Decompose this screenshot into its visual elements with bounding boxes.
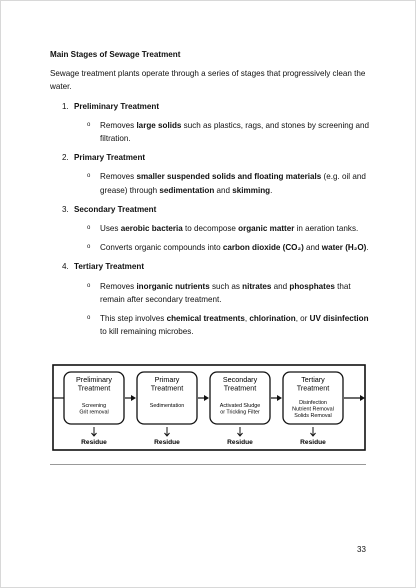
stage-item — [50, 203, 370, 255]
horizontal-rule — [50, 464, 366, 465]
stage-number: 1. — [62, 101, 69, 111]
box-description: Screening — [81, 403, 107, 409]
stage-heading — [62, 203, 370, 216]
stage-title: Primary Treatment — [74, 153, 146, 163]
text-run: Uses — [100, 224, 121, 234]
text-run: in aeration tanks. — [294, 224, 359, 234]
box-title: Tertiary — [301, 375, 325, 384]
box-description: Nutrient Removal — [292, 406, 334, 413]
text-run: such as — [209, 281, 243, 291]
box-title: Preliminary — [76, 375, 112, 384]
sewage-process-diagram — [52, 364, 366, 451]
bold-term: organic matter — [238, 224, 295, 234]
stage-item — [50, 100, 370, 146]
residue-label: Residue — [154, 439, 180, 446]
stage-item — [50, 260, 370, 338]
bold-term: large solids — [136, 120, 182, 130]
bold-term: aerobic bacteria — [120, 224, 183, 234]
box-title: Treatment — [77, 383, 111, 393]
bullet-marker: o — [87, 121, 91, 128]
bold-term: phosphates — [289, 281, 335, 291]
page-number: 33 — [357, 545, 366, 554]
bold-term: inorganic nutrients — [136, 281, 210, 291]
text-run: to kill remaining microbes. — [100, 327, 194, 337]
section-heading: Main Stages of Sewage Treatment — [50, 50, 181, 59]
bold-term: skimming — [232, 185, 271, 195]
stage-title: Tertiary Treatment — [74, 262, 145, 272]
bullet-item — [87, 312, 370, 338]
text-run: and — [271, 281, 290, 291]
stage-item — [50, 151, 370, 197]
box-title: Secondary — [222, 375, 258, 384]
text-run: that remain after secondary treatment. — [100, 281, 351, 304]
text-run: Removes — [100, 172, 137, 182]
box-title: Treatment — [150, 383, 184, 393]
text-run: and — [214, 185, 233, 195]
text-run: Converts organic compounds into — [100, 243, 223, 253]
bullet-marker: o — [87, 315, 91, 322]
bold-term: sedimentation — [159, 185, 215, 195]
bullet-item — [87, 222, 370, 235]
text-run: . — [366, 243, 369, 253]
stage-title: Preliminary Treatment — [74, 101, 160, 111]
bullet-item — [87, 241, 370, 254]
stage-heading — [62, 260, 370, 273]
box-description: Grit removal — [79, 409, 109, 416]
bullet-marker: o — [87, 282, 91, 289]
stage-number: 3. — [62, 204, 69, 214]
text-run: and — [303, 243, 322, 253]
box-title: Treatment — [223, 383, 257, 393]
bullet-marker: o — [87, 244, 91, 251]
document-body — [50, 48, 370, 344]
bold-term: water (H₂O) — [321, 243, 367, 253]
box-title: Treatment — [296, 383, 330, 393]
text-run: to decompose — [182, 224, 239, 234]
text-run: Removes — [100, 120, 137, 130]
bullet-item — [87, 280, 370, 306]
bold-term: chlorination — [249, 314, 296, 324]
bold-term: chemical treatments — [166, 314, 245, 324]
text-run: , or — [295, 314, 310, 324]
stage-number: 2. — [62, 153, 69, 163]
stage-heading — [62, 151, 370, 164]
bold-term: nitrates — [242, 281, 272, 291]
stage-heading — [62, 100, 370, 113]
stage-number: 4. — [62, 262, 69, 272]
box-description: or Trickling Filter — [220, 409, 260, 416]
residue-label: Residue — [81, 439, 107, 446]
box-description: Solids Removal — [294, 413, 332, 419]
box-description: Disinfection — [299, 400, 327, 406]
bold-term: carbon dioxide (CO₂) — [222, 243, 304, 253]
intro-paragraph: Sewage treatment plants operate through a series of stages that progressively clean the water. — [50, 69, 366, 92]
bullet-marker: o — [87, 225, 91, 232]
bold-term: UV disinfection — [309, 314, 369, 324]
text-run: This step involves — [100, 314, 167, 324]
text-run: Removes — [100, 281, 137, 291]
residue-label: Residue — [227, 439, 253, 446]
box-description: Sedimentation — [149, 403, 185, 409]
stages-list — [50, 100, 370, 339]
text-run: , — [244, 314, 250, 324]
bullet-marker: o — [87, 173, 91, 180]
bullet-item — [87, 170, 370, 196]
box-title: Primary — [154, 375, 180, 384]
stage-title: Secondary Treatment — [74, 204, 157, 214]
text-run: . — [270, 185, 273, 195]
bold-term: smaller suspended solids and floating materials — [136, 172, 322, 182]
bullet-item — [87, 119, 370, 145]
text-run: (e.g. oil and grease) through — [100, 172, 366, 195]
residue-label: Residue — [300, 439, 326, 446]
box-description: Activated Sludge — [219, 403, 261, 409]
text-run: such as plastics, rags, and stones by screening and filtration. — [100, 120, 370, 144]
